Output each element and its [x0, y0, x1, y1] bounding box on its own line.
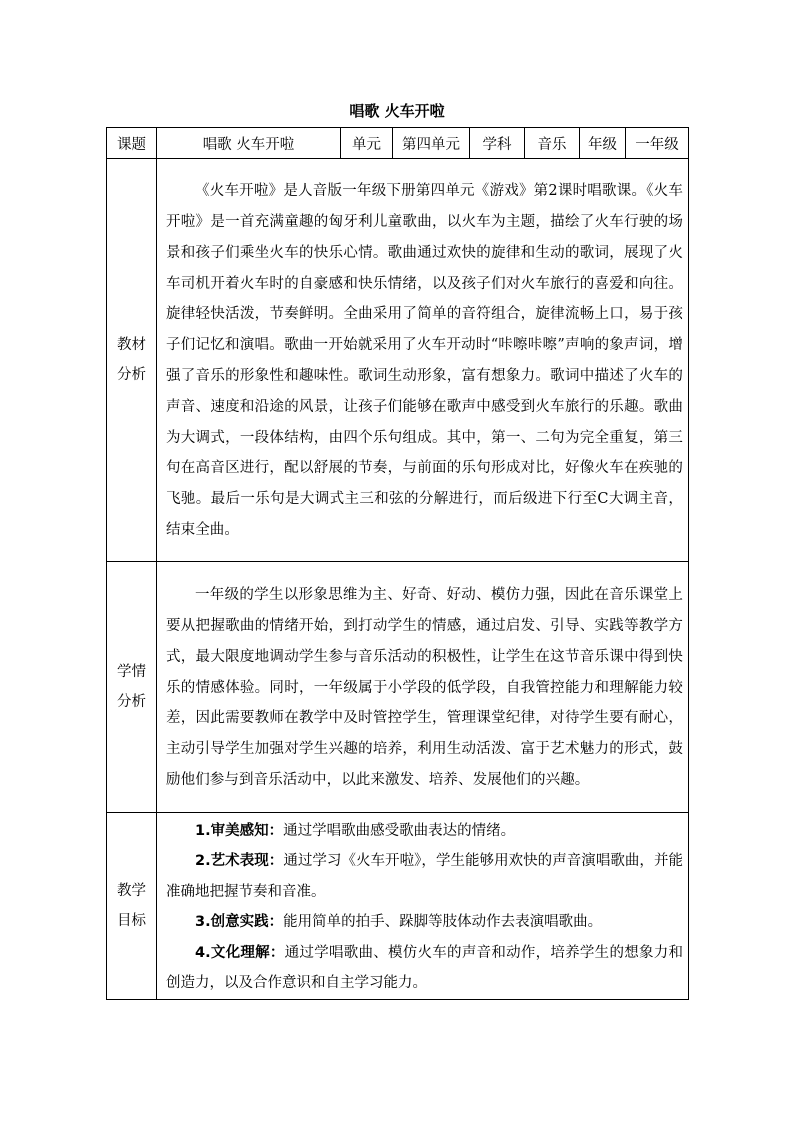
goal-text: 通过学习《火车开啦》，学生能够用欢快的声音演唱歌曲，并能准确地把握节奏和音准。: [166, 853, 683, 900]
topic-value: 唱歌 火车开啦: [157, 128, 341, 159]
goal-text: 通过学唱歌曲感受歌曲表达的情绪。: [283, 822, 516, 839]
label-line: 目标: [117, 913, 146, 929]
goal-item: [166, 816, 683, 847]
grade-label: 年级: [580, 128, 626, 159]
document-title: 唱歌 火车开啦: [349, 102, 445, 120]
goal-text: 通过学唱歌曲、模仿火车的声音和动作，培养学生的想象力和创造力，以及合作意识和自主学习能力。: [166, 944, 683, 991]
teaching-goals-row: [107, 813, 689, 1000]
teaching-goals-label: [107, 813, 157, 1000]
topic-label: 课题: [107, 128, 157, 159]
label-line: 教材: [117, 337, 146, 353]
lesson-plan-table: [106, 127, 689, 1000]
student-analysis-row: [107, 562, 689, 813]
goal-item: [166, 938, 683, 999]
unit-value: 第四单元: [393, 128, 470, 159]
goal-heading: 3.创意实践：: [195, 914, 284, 930]
teaching-goals-cell: [157, 813, 689, 1000]
unit-label: 单元: [341, 128, 393, 159]
grade-value: 一年级: [626, 128, 689, 159]
textbook-analysis-cell: [157, 159, 689, 562]
student-analysis-label: [107, 562, 157, 813]
goal-text: 能用简单的拍手、跺脚等肢体动作去表演唱歌曲。: [283, 914, 603, 930]
label-line: 分析: [117, 694, 146, 710]
header-row: [107, 128, 689, 159]
student-analysis-cell: [157, 562, 689, 813]
textbook-analysis-text: 《火车开啦》是人音版一年级下册第四单元《游戏》第2课时唱歌课。《火车开啦》是一首充满童趣的匈牙利儿童歌曲，以火车为主题，描绘了火车行驶的场景和孩子们乘坐火车的快乐心情。歌曲通过欢快的旋律和生动的歌词，展现了火车司机开着火车时的自豪感和快乐情绪，以及孩子们对火车旅行的喜爱和向往。旋律轻快活泼，节奏鲜明。全曲采用了简单的音符组合，旋律流畅上口，易于孩子们记忆和演唱。歌曲一开始就采用了火车开动时“咔嚓咔嚓”声响的象声词，增强了音乐的形象性和趣味性。歌词生动形象，富有想象力。歌词中描述了火车的声音、速度和沿途的风景，让孩子们能够在歌声中感受到火车旅行的乐趣。歌曲为大调式，一段体结构，由四个乐句组成。其中，第一、二句为完全重复，第三句在高音区进行，配以舒展的节奏，与前面的乐句形成对比，好像火车在疾驰的飞驰。最后一乐句是大调式主三和弦的分解进行，而后级进下行至C大调主音，结束全曲。: [166, 183, 683, 538]
subject-value: 音乐: [525, 128, 580, 159]
goal-heading: 4.文化理解：: [195, 944, 285, 961]
textbook-analysis-row: [107, 159, 689, 562]
student-analysis-text: 一年级的学生以形象思维为主、好奇、好动、模仿力强，因此在音乐课堂上要从把握歌曲的情绪开始，到打动学生的情感，通过启发、引导、实践等教学方式，最大限度地调动学生参与音乐活动的积极性，让学生在这节音乐课中得到快乐的情感体验。同时，一年级属于小学段的低学段，自我管控能力和理解能力较差，因此需要教师在教学中及时管控学生，管理课堂纪律，对待学生要有耐心，主动引导学生加强对学生兴趣的培养，利用生动活泼、富于艺术魅力的形式，鼓励他们参与到音乐活动中，以此来激发、培养、发展他们的兴趣。: [166, 587, 683, 788]
goal-heading: 2.艺术表现：: [195, 853, 284, 869]
subject-label: 学科: [470, 128, 525, 159]
label-line: 教学: [117, 883, 146, 899]
goal-item: [166, 907, 683, 938]
label-line: 分析: [117, 367, 146, 383]
goal-heading: 1.审美感知：: [195, 822, 284, 839]
label-line: 学情: [117, 664, 146, 680]
goal-item: [166, 846, 683, 907]
textbook-analysis-label: [107, 159, 157, 562]
